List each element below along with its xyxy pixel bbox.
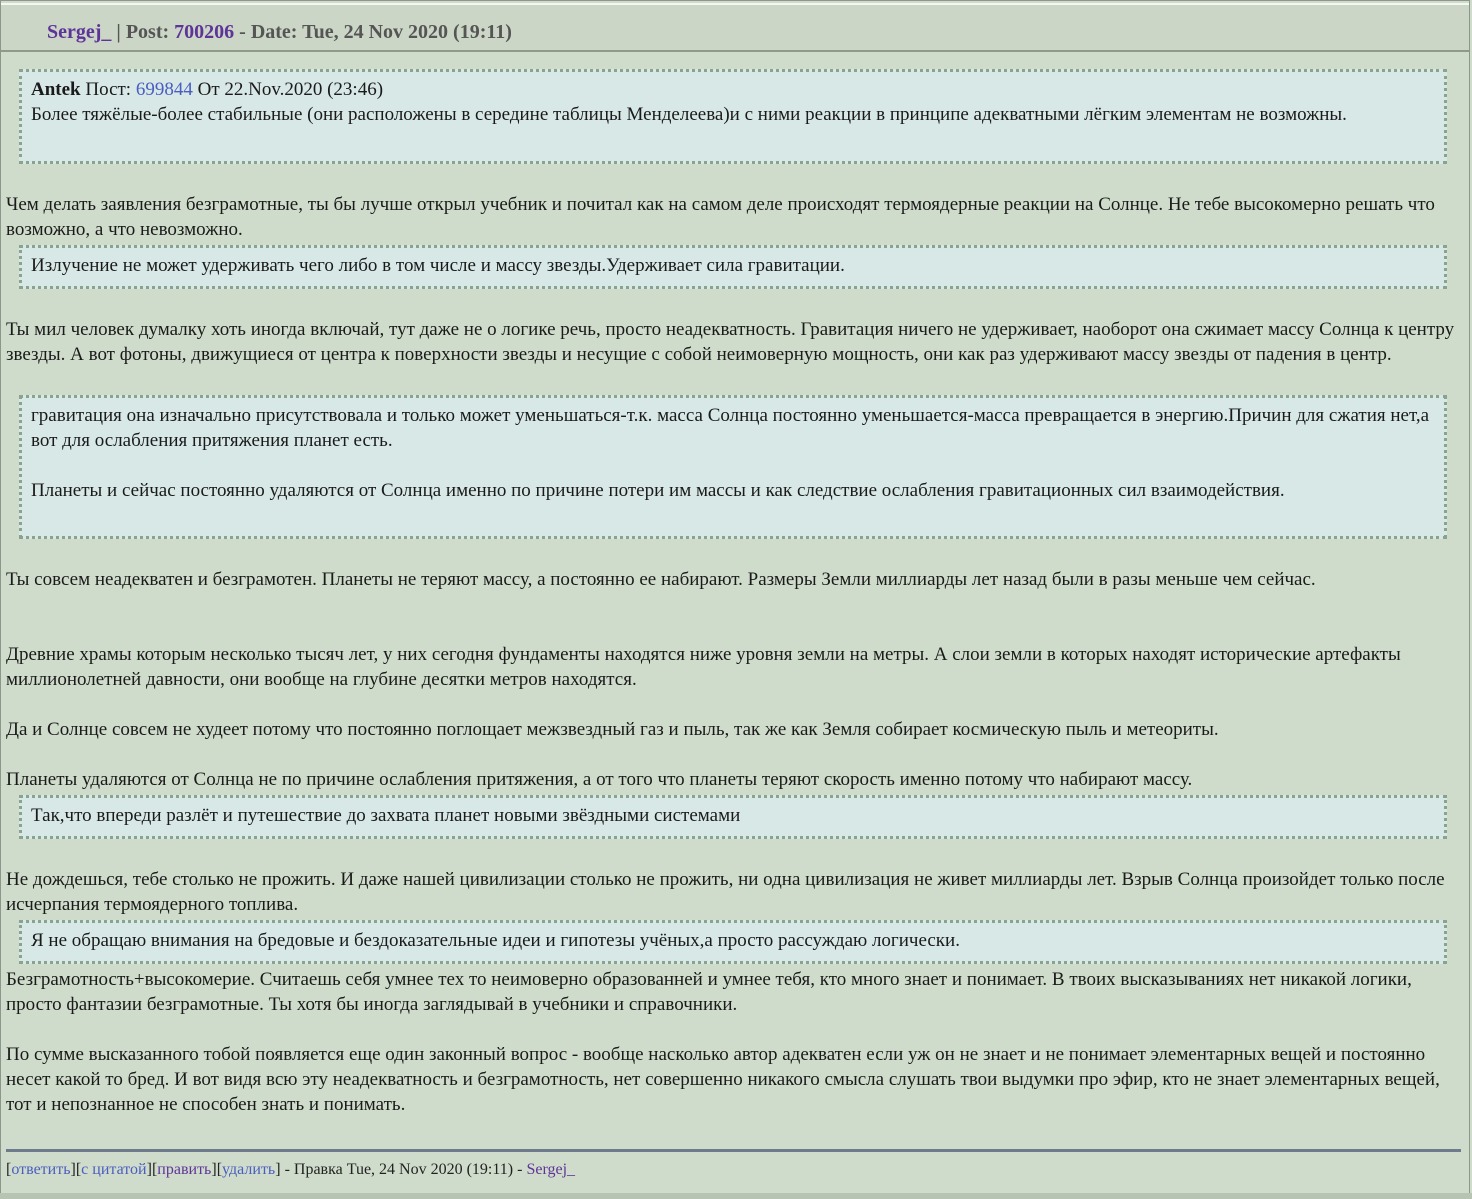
footer-author-link[interactable]: Sergej_ [526, 1161, 576, 1178]
post-header [1, 3, 1469, 52]
reply-link[interactable]: ответить [11, 1161, 71, 1178]
quote-meta [31, 77, 1435, 102]
quote-block [19, 69, 1447, 164]
bottom-edge [0, 1193, 1472, 1199]
quote-text: гравитация она изначально присутствовала и только может уменьшаться-т.к. масса Солнца постоянно уменьшается-масса превращается в энергию.Причин для сжатия нет,а вот для ослабления притяжения планет есть. [31, 405, 1430, 451]
post-label: Post: [125, 21, 170, 43]
post-date: - Date: Tue, 24 Nov 2020 (19:11) [234, 21, 512, 43]
post-footer: [ответить][с цитатой][править][удалить] - Правка Tue, 24 Nov 2020 (19:11) - Sergej_ [6, 1161, 576, 1178]
quote-text: Более тяжёлые-более стабильные (они расположены в середине таблицы Менделеева)и с ними реакции в принципе адекватными лёгким элементам не возможны. [31, 104, 1347, 125]
footer-divider [6, 1149, 1461, 1152]
quote-text: Излучение не может удерживать чего либо в том числе и массу звезды.Удерживает сила гравитации. [31, 255, 845, 276]
quote-block [19, 795, 1447, 839]
quote-post-link[interactable]: 699844 [135, 79, 193, 100]
paragraph: По сумме высказанного тобой появляется еще один законный вопрос - вообще насколько автор адекватен если уж он не знает и не понимает элементарных вещей и постоянно несет какой то бред. И вот видя всю эту неадекватность и безграмотность, нет совершенно никакого смысла слушать твои выдумки про эфир, кто не знает элементарных вещей, тот и непознанное не способен знать и понимать. [6, 1044, 1440, 1115]
paragraph: Ты мил человек думалку хоть иногда включай, тут даже не о логике речь, просто неадекватность. Гравитация ничего не удерживает, наоборот она сжимает массу Солнца к центру звезды. А вот фотоны, движущиеся от центра к поверхности звезды и несущие с собой неимоверную мощность, они как раз удерживают массу звезды от падения в центр. [6, 319, 1455, 365]
post-header-line [47, 21, 512, 44]
paragraph: Не дождешься, тебе столько не прожить. И даже нашей цивилизации столько не прожить, ни одна цивилизация не живет миллиарды лет. Взрыв Солнца произойдет только после исчерпания термоядерного топлива. [6, 869, 1445, 915]
delete-link[interactable]: удалить [222, 1161, 276, 1178]
edit-note: - Правка Tue, 24 Nov 2020 (19:11) - [280, 1161, 527, 1178]
paragraph: Ты совсем неадекватен и безграмотен. Планеты не теряют массу, а постоянно ее набирают. Размеры Земли миллиарды лет назад были в разы меньше чем сейчас. [6, 569, 1316, 590]
quote-text: Планеты и сейчас постоянно удаляются от Солнца именно по причине потери им массы и как следствие ослабления гравитационных сил взаимодействия. [31, 480, 1285, 501]
quote-block [19, 920, 1447, 964]
quote-author: Antek [31, 79, 81, 100]
edit-link[interactable]: править [157, 1161, 212, 1178]
quote-text: Так,что впереди разлёт и путешествие до захвата планет новыми звёздными системами [31, 805, 741, 826]
paragraph: Да и Солнце совсем не худеет потому что постоянно поглощает межзвездный газ и пыль, так же как Земля собирает космическую пыль и метеориты. [6, 719, 1219, 740]
quote-post-label: Пост: [80, 79, 136, 100]
quote-block [19, 395, 1447, 539]
quote-date: От 22.Nov.2020 (23:46) [192, 79, 384, 100]
header-separator: | [111, 21, 126, 43]
paragraph: Чем делать заявления безграмотные, ты бы лучше открыл учебник и почитал как на самом деле происходят термоядерные реакции на Солнце. Не тебе высокомерно решать что возможно, а что невозможно. [6, 194, 1435, 240]
paragraph: Безграмотность+высокомерие. Считаешь себя умнее тех то неимоверно образованней и умнее тебя, кто много знает и понимает. В твоих высказываниях нет никакой логики, просто фантазии безграмотные. Ты хотя бы иногда заглядывай в учебники и справочники. [6, 969, 1412, 1015]
paragraph: Древние храмы которым несколько тысяч лет, у них сегодня фундаменты находятся ниже уровня земли на метры. А слои земли в которых находят исторические артефакты миллионолетней давности, они вообще на глубине десятки метров находятся. [6, 644, 1401, 690]
paragraph: Планеты удаляются от Солнца не по причине ослабления притяжения, а от того что планеты теряют скорость именно потому что набирают массу. [6, 769, 1193, 790]
author-link[interactable]: Sergej_ [47, 21, 112, 43]
post-id-link[interactable]: 700206 [174, 21, 235, 43]
reply-with-quote-link[interactable]: с цитатой [81, 1161, 147, 1178]
quote-block [19, 245, 1447, 289]
quote-text: Я не обращаю внимания на бредовые и бездоказательные идеи и гипотезы учёных,а просто рассуждаю логически. [31, 930, 960, 951]
